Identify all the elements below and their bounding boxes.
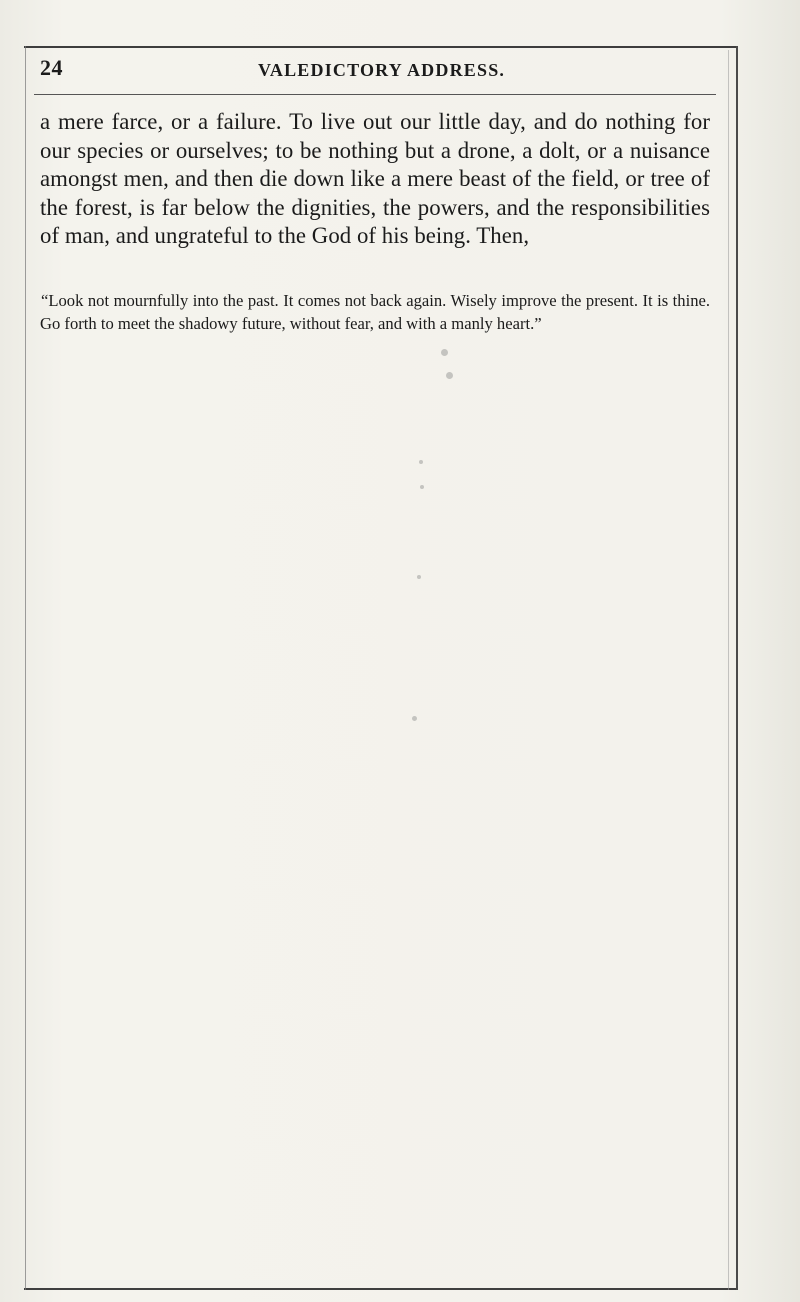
page-border-right-inner <box>728 50 729 1290</box>
page-border-left <box>25 46 26 1290</box>
running-head: VALEDICTORY ADDRESS. <box>258 60 506 80</box>
header-rule <box>34 94 716 95</box>
paper-speck <box>412 716 417 721</box>
paper-speck <box>420 485 424 489</box>
quoted-passage: “Look not mournfully into the past. It comes not back again. Wisely improve the present. It is thine. Go forth to meet the shadowy future, without fear, and with a manly heart.” <box>40 291 710 333</box>
page-border-bottom <box>24 1288 738 1290</box>
main-paragraph: a mere farce, or a failure. To live out our little day, and do nothing for our species or ourselves; to be nothing but a drone, a dolt, or a nuisance amongst men, and then die down like a mere beast of the field, or tree of the forest, is far below the dignities, the powers, and the responsibilities of man, and ungrateful to the God of his being. Then, <box>40 109 710 248</box>
page-number: 24 <box>40 55 63 80</box>
paper-speck <box>441 349 448 356</box>
page-border-top <box>24 46 738 48</box>
paper-speck <box>419 460 423 464</box>
paper-speck <box>446 372 453 379</box>
page-border-right <box>736 46 738 1290</box>
paper-speck <box>417 575 421 579</box>
